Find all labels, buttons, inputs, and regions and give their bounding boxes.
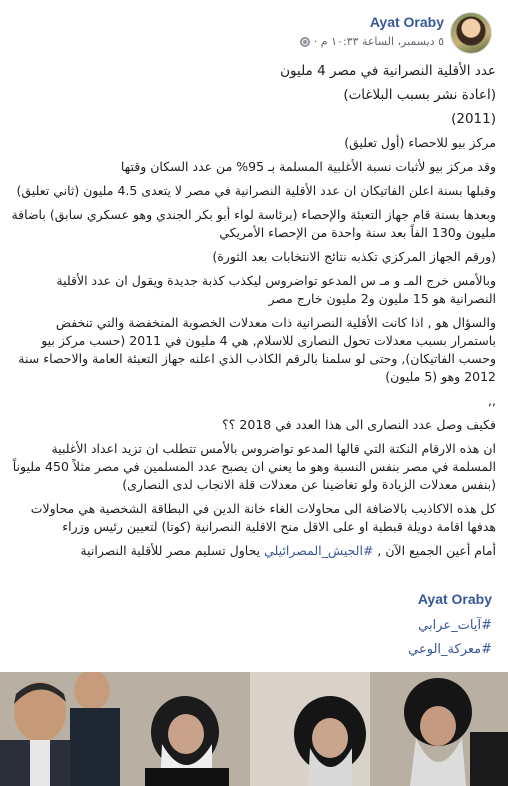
post-line: وقد مركز بيو لأثبات نسبة الأغلبية المسلمة بـ 95% من عدد السكان وقتها — [120, 159, 496, 174]
post-line: ,, — [488, 393, 496, 408]
post-line: فكيف وصل عدد النصارى الى هذا العدد في 2018 ؟؟ — [222, 417, 496, 432]
post-line: وبالأمس خرج المـ و مـ س المدعو تواضروس ليكذب كذبة جديدة ويقول ان عدد الأقلية النصرانية هو 15 مليون و2 مليون خارج مصر — [56, 273, 496, 306]
post-line: وقبلها بسنة اعلن الفاتيكان ان عدد الأقلية النصرانية في مصر لا يتعدى 4.5 مليون (ثاني تعليق) — [16, 183, 496, 198]
post-timestamp[interactable]: ٥ ديسمبر، الساعة ١٠:٣٣ م · — [313, 35, 444, 48]
globe-icon — [300, 37, 310, 47]
post-line: (اعادة نشر بسبب البلاغات) — [343, 87, 496, 103]
post-closing-line — [8, 542, 496, 560]
closing-prefix: أمام أعين الجميع الآن , — [377, 543, 496, 558]
hashtag-link[interactable]: #معركة_الوعي — [408, 642, 492, 657]
post-line: والسؤال هو , اذا كانت الأقلية النصرانية ذات معدلات الخصوبة المنخفضة والتي تنخفض باستمرار بسبب معدلات تحول النصارى للاسلام, هي 4 مليون في 2011 (حسب مركز بيو وحسب الفاتيكان), وحتى لو سلمنا بالرقم الكاذب الذي اعلنه جهاز التعبئة العامة والاحصاء سنة 2012 وهو (5 مليون) — [18, 315, 496, 384]
post-body — [8, 62, 496, 566]
post-line: ان هذه الارقام النكتة التي قالها المدعو تواضروس بالأمس تتطلب ان تزيد اعداد الأغلبية المسلمة في مصر بنفس النسبة وهو ما يعني ان يصبح عدد المسلمين في مصر مثلاً 450 مليوناً (بنفس معدلات الزيادة ولو تغاضينا عن معدلات قلة الانجاب لدى النصارى) — [12, 441, 496, 492]
post-line: وبعدها بسنة قام جهاز التعبئة والإحصاء (برئاسة لواء أبو بكر الجندي وهو عسكري سابق) باضافة مليون و130 الفاً بعد سنة واحدة من الإحصاء الأمريكي — [11, 207, 496, 240]
hashtag-link[interactable]: #آيات_عرابي — [418, 618, 492, 633]
post-line: (2011) — [451, 111, 496, 127]
author-name[interactable]: Ayat Oraby — [369, 14, 444, 30]
post-photo-image — [0, 672, 508, 786]
post-photo[interactable] — [0, 672, 508, 786]
hashtag-link[interactable]: #الجيش_المصرائيلي — [264, 543, 374, 558]
post-line: مركز بيو للاحصاء (أول تعليق) — [344, 135, 496, 150]
post-line: (ورقم الجهاز المركزي تكذبه نتائج الانتخابات بعد الثورة) — [212, 249, 496, 264]
post-line: كل هذه الاكاذيب بالاضافة الى محاولات الغاء خانة الدين في البطاقة الشخصية هي محاولات هدفها اقامة دويلة قبطية او على الاقل منح الاقلية النصرانية (كوتا) لتعيين رئيس وزراء — [30, 501, 496, 534]
post-header — [0, 12, 508, 56]
post-signature[interactable]: Ayat Oraby — [417, 591, 492, 607]
post-meta — [300, 35, 444, 48]
post-line: عدد الأقلية النصرانية في مصر 4 مليون — [280, 63, 496, 79]
author-avatar[interactable] — [450, 12, 492, 54]
closing-suffix: يحاول تسليم مصر للأقلية النصرانية — [80, 543, 261, 558]
